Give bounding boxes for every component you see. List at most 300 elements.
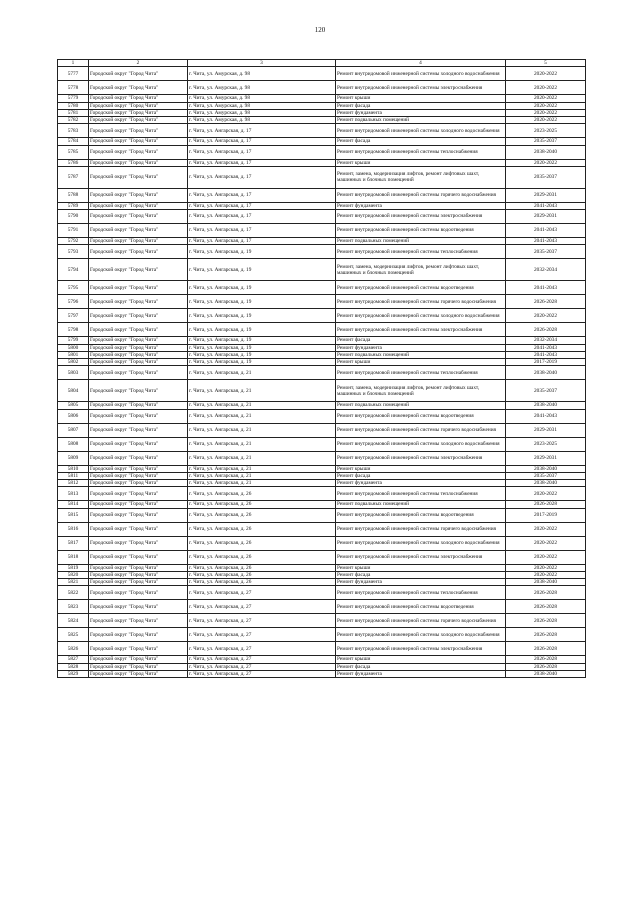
period-cell: 2020-2022 xyxy=(506,159,586,166)
address-cell: г. Чита, ул. Ангарская, д. 27 xyxy=(188,670,336,677)
municipality-cell: Городской округ "Город Чита" xyxy=(89,166,188,188)
address-cell: г. Чита, ул. Ангарская, д. 17 xyxy=(188,166,336,188)
municipality-cell: Городской округ "Город Чита" xyxy=(89,480,188,487)
work-type-cell: Ремонт фасада xyxy=(336,663,506,670)
address-cell: г. Чита, ул. Ангарская, д. 26 xyxy=(188,508,336,522)
period-cell: 2026-2028 xyxy=(506,600,586,614)
row-number-cell: 5788 xyxy=(58,188,89,202)
municipality-cell: Городской округ "Город Чита" xyxy=(89,522,188,536)
period-cell: 2032-2034 xyxy=(506,337,586,344)
address-cell: г. Чита, ул. Ангарская, д. 19 xyxy=(188,309,336,323)
page-number: 120 xyxy=(314,26,326,34)
period-cell: 2026-2028 xyxy=(506,663,586,670)
table-row xyxy=(58,501,586,508)
municipality-cell: Городской округ "Город Чита" xyxy=(89,159,188,166)
period-cell: 2029-2031 xyxy=(506,451,586,465)
table-row xyxy=(58,480,586,487)
address-cell: г. Чита, ул. Ангарская, д. 19 xyxy=(188,281,336,295)
row-number-cell: 5790 xyxy=(58,210,89,224)
period-cell: 2026-2028 xyxy=(506,614,586,628)
row-number-cell: 5780 xyxy=(58,102,89,109)
address-cell: г. Чита, ул. Ангарская, д. 21 xyxy=(188,423,336,437)
municipality-cell: Городской округ "Город Чита" xyxy=(89,359,188,366)
column-number: 1 xyxy=(58,60,89,67)
table-row xyxy=(58,663,586,670)
period-cell: 2041-2043 xyxy=(506,224,586,238)
address-cell: г. Чита, ул. Ангарская, д. 17 xyxy=(188,210,336,224)
period-cell: 2023-2025 xyxy=(506,124,586,138)
municipality-cell: Городской округ "Город Чита" xyxy=(89,281,188,295)
municipality-cell: Городской округ "Город Чита" xyxy=(89,309,188,323)
period-cell: 2026-2028 xyxy=(506,656,586,663)
municipality-cell: Городской округ "Город Чита" xyxy=(89,81,188,95)
address-cell: г. Чита, ул. Ангарская, д. 27 xyxy=(188,586,336,600)
row-number-cell: 5801 xyxy=(58,351,89,358)
table-row xyxy=(58,366,586,380)
work-type-cell: Ремонт внутридомовой инженерной системы водоотведения xyxy=(336,409,506,423)
row-number-cell: 5777 xyxy=(58,67,89,81)
table-row xyxy=(58,281,586,295)
address-cell: г. Чита, ул. Ангарская, д. 27 xyxy=(188,614,336,628)
row-number-cell: 5794 xyxy=(58,259,89,281)
address-cell: г. Чита, ул. Ангарская, д. 19 xyxy=(188,337,336,344)
table-row xyxy=(58,145,586,159)
work-type-cell: Ремонт фасада xyxy=(336,571,506,578)
table-row xyxy=(58,95,586,102)
work-type-cell: Ремонт внутридомовой инженерной системы холодного водоснабжения xyxy=(336,67,506,81)
work-type-cell: Ремонт крыши xyxy=(336,95,506,102)
municipality-cell: Городской округ "Город Чита" xyxy=(89,508,188,522)
municipality-cell: Городской округ "Город Чита" xyxy=(89,138,188,145)
address-cell: г. Чита, ул. Ангарская, д. 26 xyxy=(188,564,336,571)
table-row xyxy=(58,402,586,409)
address-cell: г. Чита, ул. Ангарская, д. 17 xyxy=(188,124,336,138)
address-cell: г. Чита, ул. Ангарская, д. 19 xyxy=(188,295,336,309)
row-number-cell: 5797 xyxy=(58,309,89,323)
row-number-cell: 5793 xyxy=(58,245,89,259)
municipality-cell: Городской округ "Город Чита" xyxy=(89,628,188,642)
work-type-cell: Ремонт внутридомовой инженерной системы теплоснабжения xyxy=(336,245,506,259)
table-row xyxy=(58,124,586,138)
work-type-cell: Ремонт фундамента xyxy=(336,202,506,209)
address-cell: г. Чита, ул. Ангарская, д. 26 xyxy=(188,571,336,578)
period-cell: 2035-2037 xyxy=(506,166,586,188)
table-row xyxy=(58,351,586,358)
work-type-cell: Ремонт внутридомовой инженерной системы холодного водоснабжения xyxy=(336,309,506,323)
municipality-cell: Городской округ "Город Чита" xyxy=(89,423,188,437)
address-cell: г. Чита, ул. Ангарская, д. 21 xyxy=(188,465,336,472)
row-number-cell: 5783 xyxy=(58,124,89,138)
period-cell: 2020-2022 xyxy=(506,102,586,109)
period-cell: 2020-2022 xyxy=(506,67,586,81)
municipality-cell: Городской округ "Город Чита" xyxy=(89,409,188,423)
municipality-cell: Городской округ "Город Чита" xyxy=(89,472,188,479)
row-number-cell: 5809 xyxy=(58,451,89,465)
municipality-cell: Городской округ "Город Чита" xyxy=(89,109,188,116)
row-number-cell: 5825 xyxy=(58,628,89,642)
row-number-cell: 5787 xyxy=(58,166,89,188)
work-type-cell: Ремонт внутридомовой инженерной системы электроснабжения xyxy=(336,210,506,224)
table-row xyxy=(58,67,586,81)
work-type-cell: Ремонт внутридомовой инженерной системы электроснабжения xyxy=(336,550,506,564)
row-number-cell: 5818 xyxy=(58,550,89,564)
period-cell: 2035-2037 xyxy=(506,138,586,145)
table-row xyxy=(58,102,586,109)
row-number-cell: 5823 xyxy=(58,600,89,614)
period-cell: 2020-2022 xyxy=(506,81,586,95)
work-type-cell: Ремонт внутридомовой инженерной системы теплоснабжения xyxy=(336,145,506,159)
address-cell: г. Чита, ул. Ангарская, д. 26 xyxy=(188,522,336,536)
table-row xyxy=(58,238,586,245)
work-type-cell: Ремонт фундамента xyxy=(336,109,506,116)
table-row xyxy=(58,109,586,116)
table-row xyxy=(58,670,586,677)
municipality-cell: Городской округ "Город Чита" xyxy=(89,95,188,102)
municipality-cell: Городской округ "Город Чита" xyxy=(89,102,188,109)
municipality-cell: Городской округ "Город Чита" xyxy=(89,564,188,571)
work-type-cell: Ремонт фасада xyxy=(336,472,506,479)
period-cell: 2029-2031 xyxy=(506,423,586,437)
work-type-cell: Ремонт внутридомовой инженерной системы холодного водоснабжения xyxy=(336,124,506,138)
address-cell: г. Чита, ул. Ангарская, д. 17 xyxy=(188,224,336,238)
municipality-cell: Городской округ "Город Чита" xyxy=(89,402,188,409)
row-number-cell: 5804 xyxy=(58,380,89,402)
period-cell: 2041-2043 xyxy=(506,238,586,245)
table-row xyxy=(58,295,586,309)
table-row xyxy=(58,508,586,522)
row-number-cell: 5782 xyxy=(58,117,89,124)
table-row xyxy=(58,159,586,166)
row-number-cell: 5808 xyxy=(58,437,89,451)
table-row xyxy=(58,138,586,145)
period-cell: 2041-2043 xyxy=(506,344,586,351)
work-type-cell: Ремонт внутридомовой инженерной системы водоотведения xyxy=(336,281,506,295)
address-cell: г. Чита, ул. Ангарская, д. 26 xyxy=(188,501,336,508)
row-number-cell: 5813 xyxy=(58,487,89,501)
period-cell: 2020-2022 xyxy=(506,109,586,116)
municipality-cell: Городской округ "Город Чита" xyxy=(89,550,188,564)
repair-schedule-table xyxy=(57,59,586,678)
table-row xyxy=(58,188,586,202)
municipality-cell: Городской округ "Город Чита" xyxy=(89,642,188,656)
row-number-cell: 5819 xyxy=(58,564,89,571)
period-cell: 2041-2043 xyxy=(506,281,586,295)
row-number-cell: 5789 xyxy=(58,202,89,209)
address-cell: г. Чита, ул. Ангарская, д. 19 xyxy=(188,323,336,337)
work-type-cell: Ремонт, замена, модернизация лифтов, ремонт лифтовых шахт, машинных и блочных помещений xyxy=(336,166,506,188)
period-cell: 2026-2028 xyxy=(506,295,586,309)
work-type-cell: Ремонт внутридомовой инженерной системы электроснабжения xyxy=(336,642,506,656)
work-type-cell: Ремонт фундамента xyxy=(336,579,506,586)
row-number-cell: 5815 xyxy=(58,508,89,522)
table-row xyxy=(58,437,586,451)
table-row xyxy=(58,359,586,366)
period-cell: 2035-2037 xyxy=(506,472,586,479)
table-row xyxy=(58,642,586,656)
municipality-cell: Городской округ "Город Чита" xyxy=(89,579,188,586)
work-type-cell: Ремонт внутридомовой инженерной системы горячего водоснабжения xyxy=(336,423,506,437)
table-row xyxy=(58,571,586,578)
period-cell: 2029-2031 xyxy=(506,210,586,224)
table-row xyxy=(58,472,586,479)
work-type-cell: Ремонт внутридомовой инженерной системы теплоснабжения xyxy=(336,366,506,380)
row-number-cell: 5820 xyxy=(58,571,89,578)
period-cell: 2038-2040 xyxy=(506,402,586,409)
row-number-cell: 5829 xyxy=(58,670,89,677)
address-cell: г. Чита, ул. Ангарская, д. 19 xyxy=(188,259,336,281)
row-number-cell: 5807 xyxy=(58,423,89,437)
address-cell: г. Чита, ул. Ангарская, д. 21 xyxy=(188,380,336,402)
municipality-cell: Городской округ "Город Чита" xyxy=(89,202,188,209)
work-type-cell: Ремонт фундамента xyxy=(336,344,506,351)
row-number-cell: 5791 xyxy=(58,224,89,238)
row-number-cell: 5803 xyxy=(58,366,89,380)
municipality-cell: Городской округ "Город Чита" xyxy=(89,487,188,501)
row-number-cell: 5798 xyxy=(58,323,89,337)
address-cell: г. Чита, ул. Ангарская, д. 17 xyxy=(188,188,336,202)
work-type-cell: Ремонт внутридомовой инженерной системы электроснабжения xyxy=(336,451,506,465)
municipality-cell: Городской округ "Город Чита" xyxy=(89,465,188,472)
table-row xyxy=(58,614,586,628)
period-cell: 2020-2022 xyxy=(506,522,586,536)
row-number-cell: 5796 xyxy=(58,295,89,309)
municipality-cell: Городской округ "Город Чита" xyxy=(89,663,188,670)
work-type-cell: Ремонт крыши xyxy=(336,359,506,366)
row-number-cell: 5799 xyxy=(58,337,89,344)
row-number-cell: 5828 xyxy=(58,663,89,670)
period-cell: 2026-2028 xyxy=(506,642,586,656)
work-type-cell: Ремонт внутридомовой инженерной системы водоотведения xyxy=(336,508,506,522)
period-cell: 2035-2037 xyxy=(506,380,586,402)
municipality-cell: Городской округ "Город Чита" xyxy=(89,366,188,380)
address-cell: г. Чита, ул. Ангарская, д. 26 xyxy=(188,487,336,501)
municipality-cell: Городской округ "Город Чита" xyxy=(89,224,188,238)
work-type-cell: Ремонт, замена, модернизация лифтов, ремонт лифтовых шахт, машинных и блочных помещений xyxy=(336,380,506,402)
work-type-cell: Ремонт внутридомовой инженерной системы горячего водоснабжения xyxy=(336,188,506,202)
table-row xyxy=(58,309,586,323)
municipality-cell: Городской округ "Город Чита" xyxy=(89,600,188,614)
work-type-cell: Ремонт крыши xyxy=(336,465,506,472)
row-number-cell: 5814 xyxy=(58,501,89,508)
work-type-cell: Ремонт, замена, модернизация лифтов, ремонт лифтовых шахт, машинных и блочных помещений xyxy=(336,259,506,281)
period-cell: 2026-2028 xyxy=(506,501,586,508)
column-number-row xyxy=(58,60,586,67)
address-cell: г. Чита, ул. Ангарская, д. 27 xyxy=(188,663,336,670)
period-cell: 2020-2022 xyxy=(506,95,586,102)
work-type-cell: Ремонт внутридомовой инженерной системы холодного водоснабжения xyxy=(336,536,506,550)
address-cell: г. Чита, ул. Ангарская, д. 17 xyxy=(188,138,336,145)
table-row xyxy=(58,564,586,571)
column-number: 2 xyxy=(89,60,188,67)
period-cell: 2041-2043 xyxy=(506,351,586,358)
municipality-cell: Городской округ "Город Чита" xyxy=(89,145,188,159)
work-type-cell: Ремонт фасада xyxy=(336,102,506,109)
row-number-cell: 5810 xyxy=(58,465,89,472)
table-row xyxy=(58,344,586,351)
period-cell: 2029-2031 xyxy=(506,188,586,202)
row-number-cell: 5821 xyxy=(58,579,89,586)
table-row xyxy=(58,579,586,586)
work-type-cell: Ремонт крыши xyxy=(336,656,506,663)
municipality-cell: Городской округ "Город Чита" xyxy=(89,245,188,259)
row-number-cell: 5779 xyxy=(58,95,89,102)
work-type-cell: Ремонт внутридомовой инженерной системы электроснабжения xyxy=(336,81,506,95)
address-cell: г. Чита, ул. Амурская, д. 98 xyxy=(188,117,336,124)
municipality-cell: Городской округ "Город Чита" xyxy=(89,614,188,628)
work-type-cell: Ремонт фасада xyxy=(336,138,506,145)
address-cell: г. Чита, ул. Ангарская, д. 17 xyxy=(188,202,336,209)
table-row xyxy=(58,166,586,188)
period-cell: 2017-2019 xyxy=(506,508,586,522)
table-row xyxy=(58,423,586,437)
work-type-cell: Ремонт подвальных помещений xyxy=(336,402,506,409)
work-type-cell: Ремонт внутридомовой инженерной системы горячего водоснабжения xyxy=(336,522,506,536)
address-cell: г. Чита, ул. Ангарская, д. 27 xyxy=(188,600,336,614)
period-cell: 2026-2028 xyxy=(506,323,586,337)
table-row xyxy=(58,522,586,536)
row-number-cell: 5781 xyxy=(58,109,89,116)
period-cell: 2026-2028 xyxy=(506,586,586,600)
row-number-cell: 5805 xyxy=(58,402,89,409)
table-row xyxy=(58,380,586,402)
row-number-cell: 5824 xyxy=(58,614,89,628)
work-type-cell: Ремонт фундамента xyxy=(336,670,506,677)
row-number-cell: 5806 xyxy=(58,409,89,423)
row-number-cell: 5816 xyxy=(58,522,89,536)
address-cell: г. Чита, ул. Ангарская, д. 26 xyxy=(188,550,336,564)
row-number-cell: 5786 xyxy=(58,159,89,166)
address-cell: г. Чита, ул. Амурская, д. 98 xyxy=(188,81,336,95)
period-cell: 2038-2040 xyxy=(506,670,586,677)
table-row xyxy=(58,224,586,238)
address-cell: г. Чита, ул. Амурская, д. 98 xyxy=(188,95,336,102)
table-row xyxy=(58,210,586,224)
municipality-cell: Городской округ "Город Чита" xyxy=(89,188,188,202)
table-row xyxy=(58,409,586,423)
table-row xyxy=(58,245,586,259)
period-cell: 2038-2040 xyxy=(506,480,586,487)
period-cell: 2041-2043 xyxy=(506,202,586,209)
period-cell: 2020-2022 xyxy=(506,550,586,564)
municipality-cell: Городской округ "Город Чита" xyxy=(89,437,188,451)
work-type-cell: Ремонт внутридомовой инженерной системы холодного водоснабжения xyxy=(336,437,506,451)
row-number-cell: 5811 xyxy=(58,472,89,479)
municipality-cell: Городской округ "Город Чита" xyxy=(89,259,188,281)
address-cell: г. Чита, ул. Ангарская, д. 21 xyxy=(188,402,336,409)
address-cell: г. Чита, ул. Ангарская, д. 26 xyxy=(188,536,336,550)
municipality-cell: Городской округ "Город Чита" xyxy=(89,351,188,358)
address-cell: г. Чита, ул. Амурская, д. 98 xyxy=(188,109,336,116)
address-cell: г. Чита, ул. Ангарская, д. 21 xyxy=(188,451,336,465)
period-cell: 2032-2034 xyxy=(506,259,586,281)
row-number-cell: 5827 xyxy=(58,656,89,663)
table-row xyxy=(58,465,586,472)
work-type-cell: Ремонт внутридомовой инженерной системы водоотведения xyxy=(336,600,506,614)
work-type-cell: Ремонт фундамента xyxy=(336,480,506,487)
period-cell: 2038-2040 xyxy=(506,465,586,472)
table-row xyxy=(58,550,586,564)
municipality-cell: Городской округ "Город Чита" xyxy=(89,238,188,245)
address-cell: г. Чита, ул. Ангарская, д. 21 xyxy=(188,437,336,451)
municipality-cell: Городской округ "Город Чита" xyxy=(89,670,188,677)
municipality-cell: Городской округ "Город Чита" xyxy=(89,67,188,81)
table-row xyxy=(58,117,586,124)
work-type-cell: Ремонт внутридомовой инженерной системы горячего водоснабжения xyxy=(336,614,506,628)
address-cell: г. Чита, ул. Ангарская, д. 17 xyxy=(188,238,336,245)
row-number-cell: 5784 xyxy=(58,138,89,145)
column-number: 3 xyxy=(188,60,336,67)
work-type-cell: Ремонт внутридомовой инженерной системы горячего водоснабжения xyxy=(336,295,506,309)
address-cell: г. Чита, ул. Амурская, д. 98 xyxy=(188,102,336,109)
work-type-cell: Ремонт крыши xyxy=(336,159,506,166)
municipality-cell: Городской округ "Город Чита" xyxy=(89,344,188,351)
municipality-cell: Городской округ "Город Чита" xyxy=(89,586,188,600)
municipality-cell: Городской округ "Город Чита" xyxy=(89,380,188,402)
period-cell: 2020-2022 xyxy=(506,571,586,578)
period-cell: 2038-2040 xyxy=(506,366,586,380)
period-cell: 2023-2025 xyxy=(506,437,586,451)
municipality-cell: Городской округ "Город Чита" xyxy=(89,117,188,124)
work-type-cell: Ремонт внутридомовой инженерной системы теплоснабжения xyxy=(336,487,506,501)
row-number-cell: 5785 xyxy=(58,145,89,159)
work-type-cell: Ремонт подвальных помещений xyxy=(336,351,506,358)
work-type-cell: Ремонт внутридомовой инженерной системы холодного водоснабжения xyxy=(336,628,506,642)
municipality-cell: Городской округ "Город Чита" xyxy=(89,323,188,337)
address-cell: г. Чита, ул. Ангарская, д. 17 xyxy=(188,145,336,159)
work-type-cell: Ремонт внутридомовой инженерной системы электроснабжения xyxy=(336,323,506,337)
row-number-cell: 5792 xyxy=(58,238,89,245)
row-number-cell: 5812 xyxy=(58,480,89,487)
address-cell: г. Чита, ул. Амурская, д. 98 xyxy=(188,67,336,81)
row-number-cell: 5778 xyxy=(58,81,89,95)
row-number-cell: 5826 xyxy=(58,642,89,656)
municipality-cell: Городской округ "Город Чита" xyxy=(89,337,188,344)
address-cell: г. Чита, ул. Ангарская, д. 19 xyxy=(188,359,336,366)
work-type-cell: Ремонт подвальных помещений xyxy=(336,501,506,508)
address-cell: г. Чита, ул. Ангарская, д. 17 xyxy=(188,159,336,166)
column-number: 4 xyxy=(336,60,506,67)
address-cell: г. Чита, ул. Ангарская, д. 21 xyxy=(188,366,336,380)
address-cell: г. Чита, ул. Ангарская, д. 19 xyxy=(188,245,336,259)
period-cell: 2020-2022 xyxy=(506,117,586,124)
address-cell: г. Чита, ул. Ангарская, д. 21 xyxy=(188,472,336,479)
period-cell: 2020-2022 xyxy=(506,536,586,550)
address-cell: г. Чита, ул. Ангарская, д. 26 xyxy=(188,579,336,586)
table-row xyxy=(58,586,586,600)
table-row xyxy=(58,600,586,614)
municipality-cell: Городской округ "Город Чита" xyxy=(89,571,188,578)
table-row xyxy=(58,323,586,337)
period-cell: 2038-2040 xyxy=(506,145,586,159)
table-row xyxy=(58,337,586,344)
row-number-cell: 5800 xyxy=(58,344,89,351)
table-row xyxy=(58,451,586,465)
address-cell: г. Чита, ул. Ангарская, д. 19 xyxy=(188,344,336,351)
municipality-cell: Городской округ "Город Чита" xyxy=(89,210,188,224)
period-cell: 2026-2028 xyxy=(506,628,586,642)
row-number-cell: 5795 xyxy=(58,281,89,295)
period-cell: 2041-2043 xyxy=(506,409,586,423)
address-cell: г. Чита, ул. Ангарская, д. 21 xyxy=(188,480,336,487)
period-cell: 2020-2022 xyxy=(506,309,586,323)
period-cell: 2038-2040 xyxy=(506,579,586,586)
row-number-cell: 5822 xyxy=(58,586,89,600)
table-row xyxy=(58,628,586,642)
municipality-cell: Городской округ "Город Чита" xyxy=(89,536,188,550)
address-cell: г. Чита, ул. Ангарская, д. 27 xyxy=(188,642,336,656)
work-type-cell: Ремонт внутридомовой инженерной системы теплоснабжения xyxy=(336,586,506,600)
address-cell: г. Чита, ул. Ангарская, д. 19 xyxy=(188,351,336,358)
